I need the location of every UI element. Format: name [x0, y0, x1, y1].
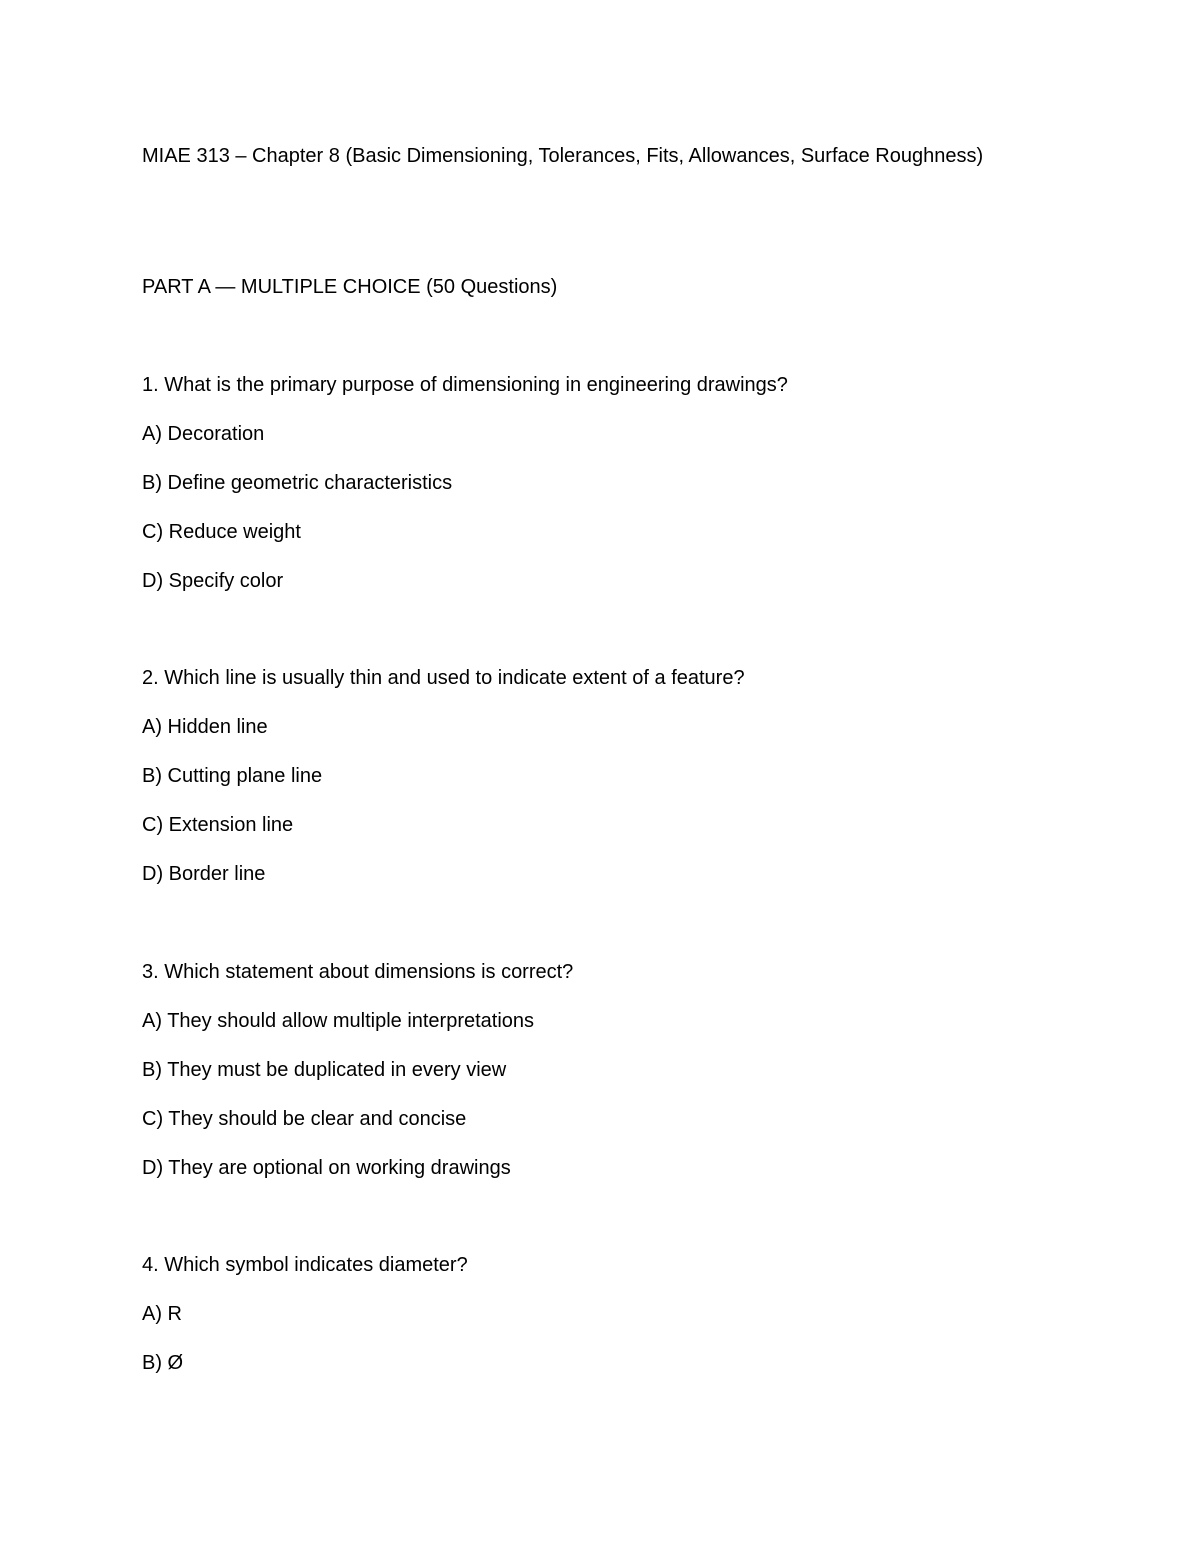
part-heading: PART A — MULTIPLE CHOICE (50 Questions)	[142, 276, 558, 298]
question-1-option-c: C) Reduce weight	[142, 521, 301, 543]
question-1: 1. What is the primary purpose of dimensioning in engineering drawings?	[142, 374, 788, 396]
question-4-option-a: A) R	[142, 1303, 182, 1325]
document-title: MIAE 313 – Chapter 8 (Basic Dimensioning, Tolerances, Fits, Allowances, Surface Roughness)	[142, 145, 984, 167]
question-2-option-a: A) Hidden line	[142, 716, 268, 738]
question-3: 3. Which statement about dimensions is correct?	[142, 961, 574, 983]
question-1-option-b: B) Define geometric characteristics	[142, 472, 453, 494]
question-2-option-b: B) Cutting plane line	[142, 765, 323, 787]
question-3-option-c: C) They should be clear and concise	[142, 1108, 467, 1130]
question-1-option-a: A) Decoration	[142, 423, 265, 445]
question-4: 4. Which symbol indicates diameter?	[142, 1254, 468, 1276]
question-3-option-b: B) They must be duplicated in every view	[142, 1059, 507, 1081]
question-2-option-c: C) Extension line	[142, 814, 294, 836]
question-2: 2. Which line is usually thin and used to indicate extent of a feature?	[142, 667, 745, 689]
question-3-option-d: D) They are optional on working drawings	[142, 1157, 511, 1179]
question-1-option-d: D) Specify color	[142, 570, 284, 592]
question-4-option-b: B) Ø	[142, 1352, 184, 1374]
question-2-option-d: D) Border line	[142, 863, 266, 885]
question-3-option-a: A) They should allow multiple interpretations	[142, 1010, 535, 1032]
